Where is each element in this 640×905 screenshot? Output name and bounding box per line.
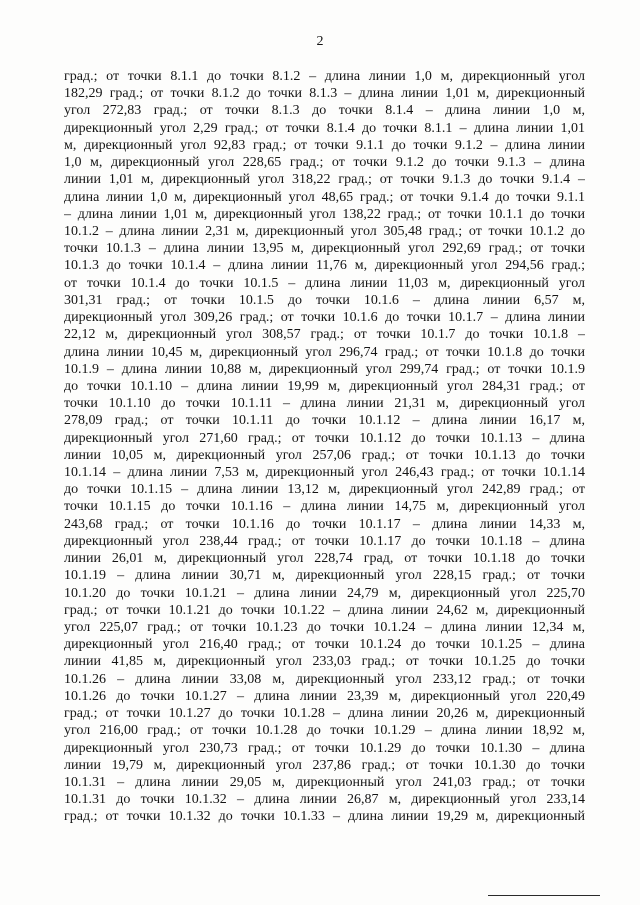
paragraph-line: 182,29 град.; от точки 8.1.2 до точки 8.1.3 – длина линии 1,01 м, дирекционный bbox=[64, 86, 585, 102]
paragraph-line: 22,12 м, дирекционный угол 308,57 град.; от точки 10.1.7 до точки 10.1.8 – bbox=[64, 327, 585, 343]
paragraph-line: дирекционный угол 271,60 град.; от точки 10.1.12 до точки 10.1.13 – длина bbox=[64, 430, 585, 446]
paragraph-line: угол 272,83 град.; от точки 8.1.3 до точки 8.1.4 – длина линии 1,0 м, bbox=[64, 103, 585, 119]
paragraph-line: 243,68 град.; от точки 10.1.16 до точки 10.1.17 – длина линии 14,33 м, bbox=[64, 516, 585, 532]
paragraph-line: 10.1.3 до точки 10.1.4 – длина линии 11,76 м, дирекционный угол 294,56 град.; bbox=[64, 258, 585, 274]
paragraph-line: до точки 10.1.10 – длина линии 19,99 м, дирекционный угол 284,31 град.; от bbox=[64, 378, 585, 394]
body-paragraph bbox=[64, 68, 585, 826]
paragraph-line: угол 225,07 град.; от точки 10.1.23 до точки 10.1.24 – длина линии 12,34 м, bbox=[64, 620, 585, 635]
paragraph-line: 10.1.14 – длина линии 7,53 м, дирекционный угол 246,43 град.; от точки 10.1.14 bbox=[64, 465, 585, 481]
footer-divider bbox=[488, 895, 600, 896]
paragraph-line: 1,0 м, дирекционный угол 228,65 град.; от точки 9.1.2 до точки 9.1.3 – длина bbox=[64, 155, 585, 171]
paragraph-line: м, дирекционный угол 92,83 град.; от точки 9.1.1 до точки 9.1.2 – длина линии bbox=[64, 137, 585, 153]
paragraph-line: 10.1.9 – длина линии 10,88 м, дирекционный угол 299,74 град.; от точки 10.1.9 bbox=[64, 361, 585, 377]
paragraph-line: – длина линии 1,01 м, дирекционный угол 138,22 град.; от точки 10.1.1 до точки bbox=[64, 206, 585, 222]
paragraph-line: 301,31 град.; от точки 10.1.5 до точки 10.1.6 – длина линии 6,57 м, bbox=[64, 292, 585, 308]
paragraph-line: 10.1.2 – длина линии 2,31 м, дирекционный угол 305,48 град.; от точки 10.1.2 до bbox=[64, 223, 585, 239]
paragraph-line: дирекционный угол 230,73 град.; от точки 10.1.29 до точки 10.1.30 – длина bbox=[64, 740, 585, 756]
paragraph-line: 10.1.31 до точки 10.1.32 – длина линии 26,87 м, дирекционный угол 233,14 bbox=[64, 792, 585, 808]
paragraph-line: 10.1.20 до точки 10.1.21 – длина линии 24,79 м, дирекционный угол 225,70 bbox=[64, 585, 585, 601]
paragraph-line: дирекционный угол 309,26 град.; от точки 10.1.6 до точки 10.1.7 – длина линии bbox=[64, 310, 585, 326]
paragraph-line: линии 10,05 м, дирекционный угол 257,06 град.; от точки 10.1.13 до точки bbox=[64, 447, 585, 463]
paragraph-line: град.; от точки 8.1.1 до точки 8.1.2 – длина линии 1,0 м, дирекционный угол bbox=[64, 69, 585, 84]
paragraph-line: длина линии 1,0 м, дирекционный угол 48,65 град.; от точки 9.1.4 до точки 9.1.1 bbox=[64, 189, 585, 205]
paragraph-line: точки 10.1.10 до точки 10.1.11 – длина линии 21,31 м, дирекционный угол bbox=[64, 396, 585, 412]
paragraph-line: точки 10.1.15 до точки 10.1.16 – длина линии 14,75 м, дирекционный угол bbox=[64, 499, 585, 515]
page-number: 2 bbox=[316, 34, 324, 49]
paragraph-line: дирекционный угол 216,40 град.; от точки 10.1.24 до точки 10.1.25 – длина bbox=[64, 637, 585, 653]
paragraph-line: точки 10.1.3 – длина линии 13,95 м, дирекционный угол 292,69 град.; от точки bbox=[64, 241, 585, 257]
paragraph-line: град.; от точки 10.1.32 до точки 10.1.33 – длина линии 19,29 м, дирекционный bbox=[64, 809, 585, 825]
paragraph-line: линии 1,01 м, дирекционный угол 318,22 град.; от точки 9.1.3 до точки 9.1.4 – bbox=[64, 172, 585, 188]
paragraph-line: угол 216,00 град.; от точки 10.1.28 до точки 10.1.29 – длина линии 18,92 м, bbox=[64, 723, 585, 739]
paragraph-line: линии 26,01 м, дирекционный угол 228,74 град, от точки 10.1.18 до точки bbox=[64, 551, 585, 567]
paragraph-line: дирекционный угол 2,29 град.; от точки 8.1.4 до точки 8.1.1 – длина линии 1,01 bbox=[64, 120, 585, 136]
paragraph-line: град.; от точки 10.1.21 до точки 10.1.22 – длина линии 24,62 м, дирекционный bbox=[64, 602, 585, 618]
paragraph-line: 278,09 град.; от точки 10.1.11 до точки 10.1.12 – длина линии 16,17 м, bbox=[64, 413, 585, 429]
paragraph-line: линии 41,85 м, дирекционный угол 233,03 град.; от точки 10.1.25 до точки bbox=[64, 654, 585, 670]
paragraph-line: дирекционный угол 238,44 град.; от точки 10.1.17 до точки 10.1.18 – длина bbox=[64, 533, 585, 549]
paragraph-line: линии 19,79 м, дирекционный угол 237,86 град.; от точки 10.1.30 до точки bbox=[64, 757, 585, 773]
paragraph-line: длина линии 10,45 м, дирекционный угол 296,74 град.; от точки 10.1.8 до точки bbox=[64, 344, 585, 360]
paragraph-line: 10.1.26 до точки 10.1.27 – длина линии 23,39 м, дирекционный угол 220,49 bbox=[64, 688, 585, 704]
paragraph-line: 10.1.31 – длина линии 29,05 м, дирекционный угол 241,03 град.; от точки bbox=[64, 774, 585, 790]
paragraph-line: до точки 10.1.15 – длина линии 13,12 м, дирекционный угол 242,89 град.; от bbox=[64, 482, 585, 498]
paragraph-line: от точки 10.1.4 до точки 10.1.5 – длина линии 11,03 м, дирекционный угол bbox=[64, 275, 585, 291]
paragraph-line: 10.1.19 – длина линии 30,71 м, дирекционный угол 228,15 град.; от точки bbox=[64, 568, 585, 584]
paragraph-line: град.; от точки 10.1.27 до точки 10.1.28 – длина линии 20,26 м, дирекционный bbox=[64, 706, 585, 722]
paragraph-line: 10.1.26 – длина линии 33,08 м, дирекционный угол 233,12 град.; от точки bbox=[64, 671, 585, 687]
